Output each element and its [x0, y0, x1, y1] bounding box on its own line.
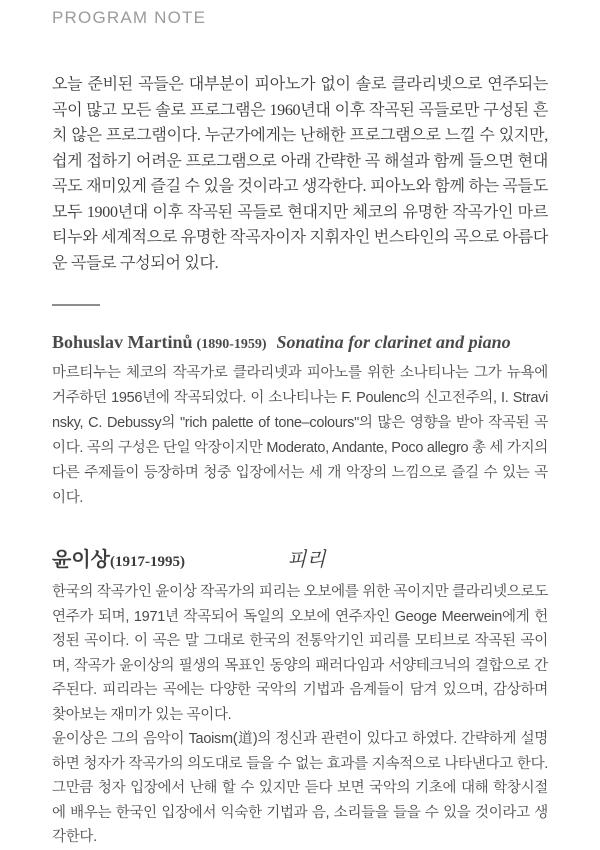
section-martinu	[52, 332, 548, 511]
work-title: 피리	[286, 549, 326, 571]
composer-years: (1917-1995)	[109, 554, 185, 570]
page-title: PROGRAM NOTE	[52, 8, 207, 27]
section-body: 마르티누는 체코의 작곡가로 클라리넷과 피아노를 위한 소나티나는 그가 뉴욕에 거주하던 1956년에 작곡되었다. 이 소나티나는 F. Poulenc의 신고전주의, I. Stravinsky, C. Debussy의 "rich palette of tone–colours"의 많은 영향을 받아 작곡된 곡이다. 곡의 구성은 단일 악장이지만 Moderato, Andante, Poco allegro 총 세 가지의 다른 주제들이 등장하며 청중 입장에서는 세 개 악장의 느낌으로 즐길 수 있는 곡이다.	[52, 365, 548, 506]
section-body-continued: 윤이상은 그의 음악이 Taoism(道)의 정신과 관련이 있다고 하였다. 간략하게 설명하면 청자가 작곡가의 의도대로 들을 수 없는 효과를 지속적으로 나타낸다고 한다. 그만큼 청자 입장에서 난해 할 수 있지만 듣다 보면 국악의 기초에 대해 학창시절에 배우는 한국인 입장에서 익숙한 기법과 음, 소리들을 들을 수 있을 것이라고 생각한다.	[52, 731, 548, 845]
section-divider	[52, 304, 100, 306]
section-yun-isang	[52, 543, 548, 850]
intro-paragraph: 오늘 준비된 곡들은 대부분이 피아노가 없이 솔로 클라리넷으로 연주되는 곡이 많고 모든 솔로 프로그램은 1960년대 이후 작곡된 곡들로만 구성된 흔치 않은 프로그램이다. 누군가에게는 난해한 프로그램으로 느낄 수 있지만, 쉽게 접하기 어려운 프로그램으로 아래 간략한 곡 해설과 함께 들으면 현대곡도 재미있게 즐길 수 있을 것이라고 생각한다. 피아노와 함께 하는 곡들도 모두 1900년대 이후 작곡된 곡들로 현대지만 체코의 유명한 작곡가인 마르티누와 세계적으로 유명한 작곡자이자 지휘자인 번스타인의 곡으로 아름다운 곡들로 구성되어 있다.	[52, 76, 548, 272]
section-body: 한국의 작곡가인 윤이상 작곡가의 피리는 오보에를 위한 곡이지만 클라리넷으로도 연주가 되며, 1971년 작곡되어 독일의 오보에 연주자인 Geoge Meerwein에게 헌정된 곡이다. 이 곡은 말 그대로 한국의 전통악기인 피리를 모티브로 작곡된 곡이며, 작곡가 윤이상의 필생의 목표인 동양의 패러다임과 서양테크닉의 결합으로 간주된다. 피리라는 곡에는 다양한 국악의 기법과 음계들이 담겨 있으며, 감상하며 찾아보는 재미가 있는 곡이다.	[52, 584, 548, 723]
composer-years: (1890-1959)	[196, 337, 267, 352]
composer-name: 윤이상	[52, 549, 110, 571]
section-heading	[52, 332, 548, 353]
work-title: Sonatina for clarinet and piano	[276, 332, 511, 352]
composer-name: Bohuslav Martinů	[52, 332, 193, 352]
section-heading	[52, 543, 548, 572]
